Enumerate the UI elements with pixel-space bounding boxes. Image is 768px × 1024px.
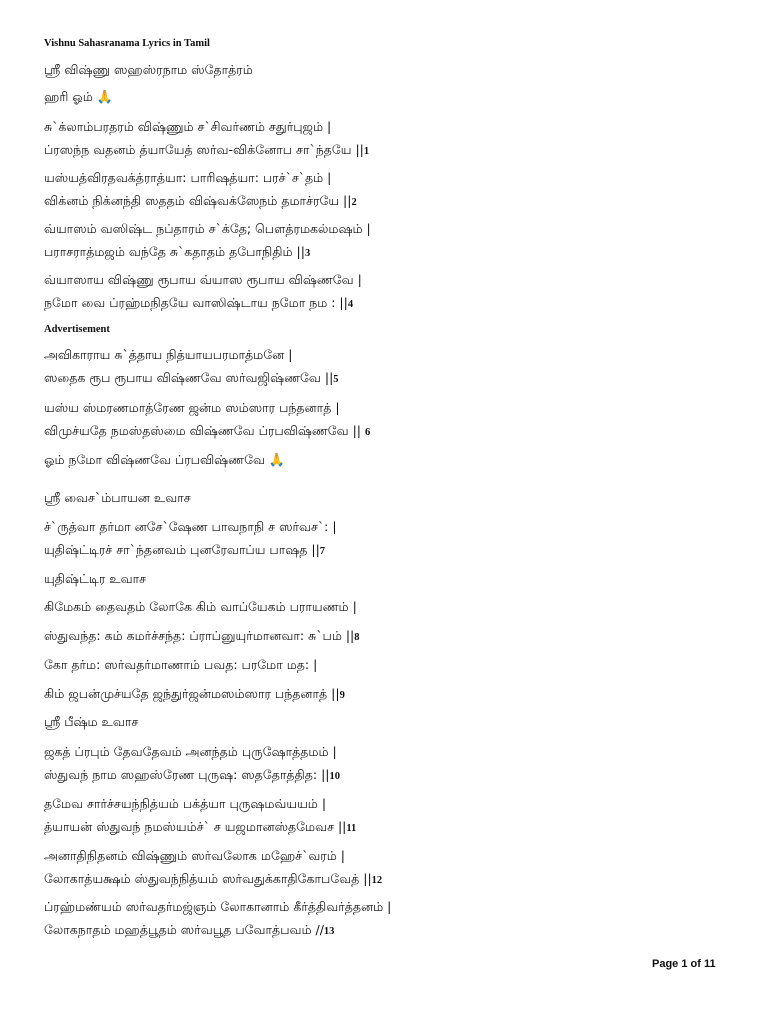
verse-6-line-1: யஸ்ய ஸ்மரணமாத்ரேண ஜன்ம ஸம்ஸார பந்தனாத் | (44, 400, 340, 415)
sri-vaisampayana-heading: ஸ்ரீ வைச`ம்பாயன உவாச (44, 490, 191, 505)
verse-8-line-1: கிமேகம் தைவதம் லோகே கிம் வாப்யேகம் பராயணம் | (44, 599, 357, 614)
verse-1-line-2: ப்ரஸந்ந வதனம் த்யாயேத் ஸர்வ-விக்னோப சா`ந்தயே ||1 (44, 142, 370, 157)
verse-3-line-2: பராசராத்மஜம் வந்தே சு`கதாதம் தபோநிதிம் ||3 (44, 244, 311, 259)
verse-10-line-1: ஜகத் ப்ரபும் தேவதேவம் அனந்தம் புருஷோத்தமம் | (44, 744, 337, 759)
verse-12-line-2: லோகாத்யக்ஷம் ஸ்துவந்நித்யம் ஸர்வதுக்காதிகோபவேத் ||12 (44, 871, 383, 886)
verse-number: 11 (346, 823, 357, 834)
verse-13-line-2: லோகநாதம் மஹத்பூதம் ஸர்வபூத பவோத்பவம் //13 (44, 922, 335, 937)
verse-number: 12 (371, 875, 383, 886)
verse-5-line-1: அவிகாராய சு`த்தாய நித்யாயபரமாத்மனே | (44, 347, 293, 362)
verse-11-line-2: த்யாயன் ஸ்துவந் நமஸ்யம்ச்` ச யஜமானஸ்தமேவச ||11 (44, 819, 357, 834)
verse-10-line-2: ஸ்துவந் நாம ஸஹஸ்ரேண புருஷ: ஸததோத்தித: ||10 (44, 767, 341, 782)
advertisement-label: Advertisement (44, 324, 110, 335)
hari-om-line: ஹரி ஓம் 🙏 (44, 89, 114, 105)
verse-number: 5 (333, 374, 339, 385)
verse-number: 3 (304, 248, 311, 259)
yudhishthira-heading: யுதிஷ்ட்டிர உவாச (44, 571, 147, 586)
verse-9-line-2: கிம் ஜபன்முச்யதே ஜந்துர்ஜன்மஸம்ஸார பந்தனாத் ||9 (44, 686, 345, 701)
prayer-hands-icon: 🙏 (268, 453, 286, 468)
om-namo-line: ஓம் நமோ விஷ்ணவே ப்ரபவிஷ்ணவே 🙏 (44, 452, 286, 468)
verse-1-line-1: சு`க்லாம்பரதரம் விஷ்ணும் ச`சிவர்ணம் சதுர்புஜம் | (44, 119, 332, 134)
stotram-title: ஸ்ரீ விஷ்ணு ஸஹஸ்ரநாம ஸ்தோத்ரம் (44, 62, 253, 77)
verse-5-line-2: ஸதைக ரூப ரூபாய விஷ்ணவே ஸர்வஜிஷ்ணவே ||5 (44, 370, 339, 385)
verse-number: 7 (319, 546, 326, 557)
verse-12-line-1: அனாதிநிதனம் விஷ்ணும் ஸர்வலோக மஹேச்`வரம் | (44, 848, 345, 863)
verse-11-line-1: தமேவ சார்ச்சயந்நித்யம் பக்த்யா புருஷமவ்யயம் | (44, 796, 327, 811)
verse-number: 9 (339, 690, 345, 701)
verse-7-line-2: யுதிஷ்ட்டிரச் சா`ந்தனவம் புனரேவாப்ய பாஷத ||7 (44, 542, 326, 557)
verse-number: 1 (363, 146, 370, 157)
verse-8-line-2: ஸ்துவந்த: கம் கமர்ச்சந்த: ப்ராப்னுயுர்மானவா: சு`பம் ||8 (44, 628, 360, 643)
verse-2-line-2: விக்னம் நிக்னந்தி ஸததம் விஷ்வக்ஸேநம் தமாச்ரயே ||2 (44, 193, 357, 208)
verse-9-line-1: கோ தர்ம: ஸர்வதர்மாணாம் பவத: பரமோ மத: | (44, 657, 318, 672)
verse-6-line-2: விமுச்யதே நமஸ்தஸ்மை விஷ்ணவே ப்ரபவிஷ்ணவே || 6 (44, 423, 371, 438)
sri-bhishma-heading: ஸ்ரீ பீஷ்ம உவாச (44, 714, 139, 729)
prayer-hands-icon: 🙏 (96, 90, 114, 105)
verse-4-line-2: நமோ வை ப்ரஹ்மநிதயே வாஸிஷ்டாய நமோ நம : ||4 (44, 295, 354, 310)
verse-number: 10 (329, 771, 341, 782)
verse-13-line-1: ப்ரஹ்மண்யம் ஸர்வதர்மஜ்ஞம் லோகானாம் கீர்த்திவர்த்தனம் | (44, 899, 392, 914)
verse-number: 8 (354, 632, 360, 643)
page-number: Page 1 of 11 (652, 958, 716, 970)
verse-number: 6 (365, 427, 371, 438)
verse-number: 4 (347, 299, 354, 310)
verse-4-line-1: வ்யாஸாய விஷ்ணு ரூபாய வ்யாஸ ரூபாய விஷ்ணவே | (44, 272, 362, 287)
verse-2-line-1: யஸ்யத்விரதவக்த்ராத்யா: பாரிஷத்யா: பரச்`ச`தம் | (44, 170, 332, 185)
verse-number: 2 (351, 197, 357, 208)
document-heading: Vishnu Sahasranama Lyrics in Tamil (44, 38, 210, 49)
verse-7-line-1: ச்`ருத்வா தர்மா னசே`ஷேண பாவநாநி ச ஸர்வச`: | (44, 519, 337, 534)
verse-3-line-1: வ்யாஸம் வஸிஷ்ட நப்தாரம் ச`க்தே; பௌத்ரமகல்மஷம் | (44, 221, 371, 236)
verse-number: 13 (323, 926, 335, 937)
